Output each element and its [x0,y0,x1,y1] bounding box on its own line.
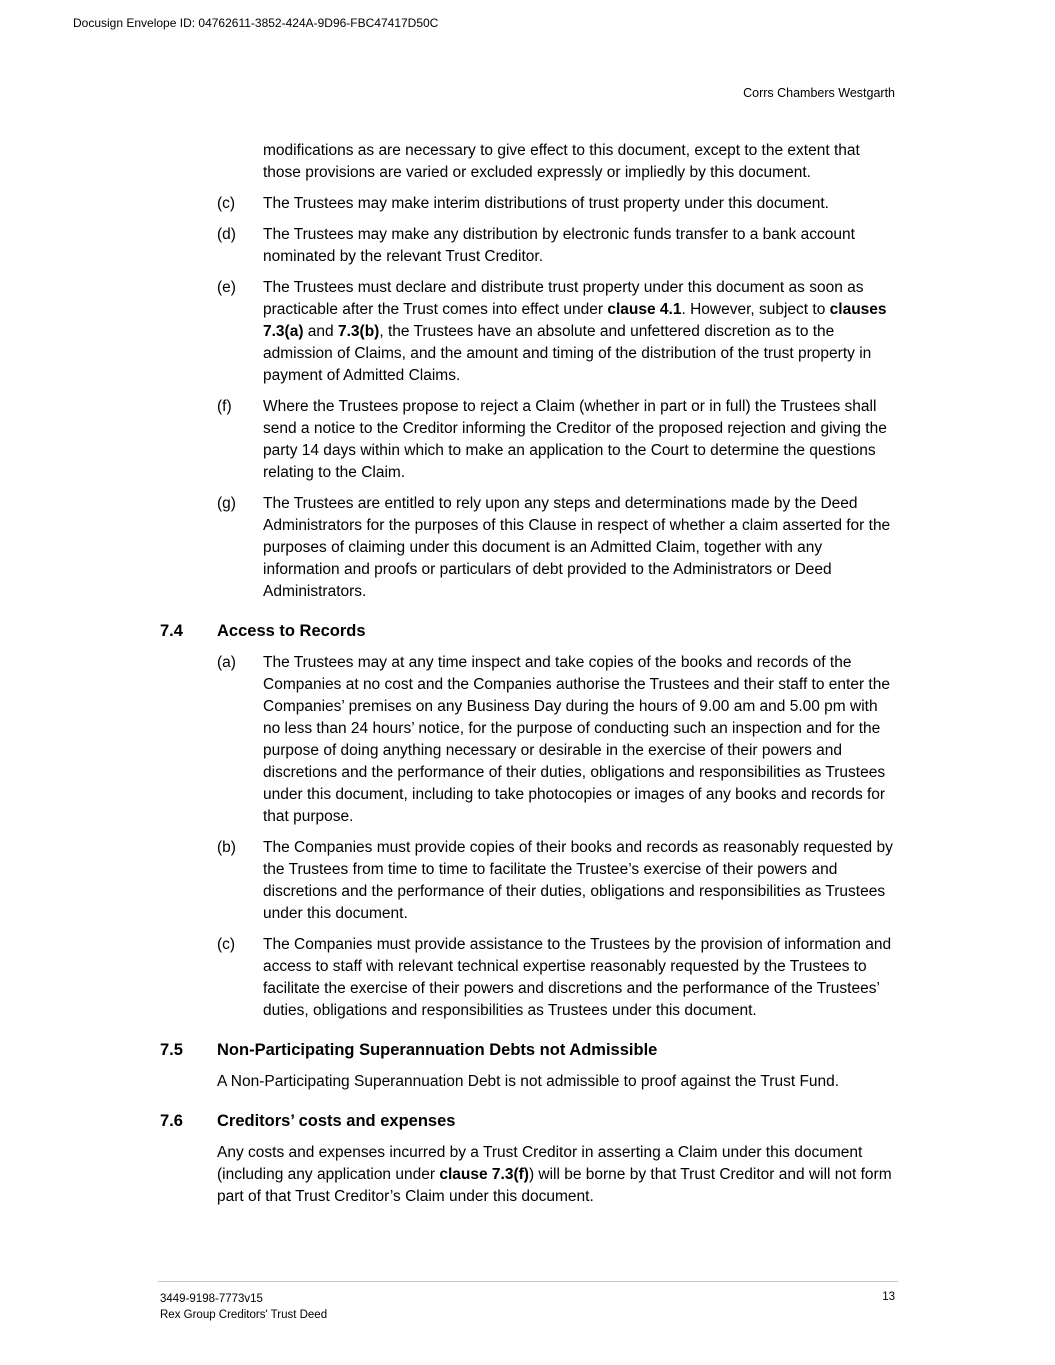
item-text: The Trustees may make interim distributions of trust property under this document. [263,195,829,212]
section-number: 7.6 [160,1112,183,1130]
item-text: The Companies must provide assistance to the Trustees by the provision of information and access to staff with relevant technical expertise reasonably requested by the Trustees to facilitate the exercise of their powers and discretions and the performance of the Trustees’ duties, obligations and responsibilities as Trustees under this document. [263,936,892,1019]
section-title: Non-Participating Superannuation Debts not Admissible [217,1041,658,1059]
docusign-envelope-id: Docusign Envelope ID: 04762611-3852-424A-9D96-FBC47417D50C [73,16,439,30]
section-number: 7.5 [160,1041,183,1059]
item-text: The Trustees must declare and distribute trust property under this document as soon as practicable after the Trust comes into effect under clause 4.1. However, subject to clauses 7.3(a) and 7.3(b), the Trustees have an absolute and unfettered discretion as to the admission of Claims, and the amount and timing of the distribution of the trust property in payment of Admitted Claims. [263,279,887,384]
clause-ref: clause 4.1 [607,301,682,318]
item-text: The Companies must provide copies of their books and records as reasonably requested by the Trustees from time to time to facilitate the Trustee’s exercise of their powers and discretions and the performance of their duties, obligations and responsibilities as Trustees under this document. [263,839,893,922]
item-text: The Trustees may at any time inspect and take copies of the books and records of the Companies at no cost and the Companies authorise the Trustees and their staff to enter the Companies’ premises on any Business Day during the hours of 9.00 am and 5.00 pm with no less than 24 hours’ notice, for the purpose of conducting such an inspection and for the purpose of doing anything necessary or desirable in the exercise of their powers and discretions and the performance of their duties, obligations and responsibilities as Trustees under this document, including to take photocopies or images of any books and records for that purpose. [263,654,890,825]
item-label: (g) [217,495,236,512]
clause-7-3-f [160,396,897,484]
continuation-paragraph: modifications as are necessary to give effect to this document, except to the extent that those provisions are varied or excluded expressly or impliedly by this document. [263,142,860,181]
clause-ref: clause 7.3(f) [439,1166,529,1183]
section-title: Access to Records [217,622,366,640]
item-label: (e) [217,279,236,296]
clause-ref: clauses 7.3(a) [263,301,887,340]
clause-7-3-e [160,277,897,387]
item-label: (d) [217,226,236,243]
header-firm-name: Corrs Chambers Westgarth [743,86,895,100]
item-label: (c) [217,936,236,953]
section-heading-7-4 [160,620,897,642]
item-label: (b) [217,839,236,856]
section-title: Creditors’ costs and expenses [217,1112,456,1130]
item-label: (a) [217,654,236,671]
footer-doc-id: 3449-9198-7773v15 [160,1293,263,1305]
footer-divider [158,1281,898,1282]
item-text: Where the Trustees propose to reject a Claim (whether in part or in full) the Trustees shall send a notice to the Creditor informing the Creditor of the proposed rejection and giving the party 14 days within which to make an application to the Court to determine the questions relating to the Claim. [263,398,887,481]
clause-7-4-a [160,652,897,828]
clause-7-4-c [160,934,897,1022]
clause-7-3-c [160,193,897,215]
section-heading-7-5 [160,1039,897,1061]
section-number: 7.4 [160,622,183,640]
item-label: (f) [217,398,232,415]
clause-7-3-g [160,493,897,603]
item-text: The Trustees are entitled to rely upon any steps and determinations made by the Deed Administrators for the purposes of this Clause in respect of whether a claim asserted for the purposes of claiming under this document is an Admitted Claim, together with any information and proofs or particulars of debt provided to the Administrators or Deed Administrators. [263,495,891,600]
clause-ref: 7.3(b) [337,323,380,340]
section-7-6-text: Any costs and expenses incurred by a Trust Creditor in asserting a Claim under this document (including any application under clause 7.3(f)) will be borne by that Trust Creditor and will not form part of that Trust Creditor’s Claim under this document. [217,1144,892,1205]
footer-left [160,1291,327,1323]
clause-7-4-b [160,837,897,925]
footer-doc-title: Rex Group Creditors' Trust Deed [160,1309,328,1321]
item-label: (c) [217,195,236,212]
page-number: 13 [882,1291,895,1303]
section-heading-7-6 [160,1110,897,1132]
item-text: The Trustees may make any distribution by electronic funds transfer to a bank account nominated by the relevant Trust Creditor. [263,226,855,265]
document-body [160,140,897,1217]
clause-7-3-d [160,224,897,268]
section-7-5-text: A Non-Participating Superannuation Debt is not admissible to proof against the Trust Fund. [217,1073,840,1090]
